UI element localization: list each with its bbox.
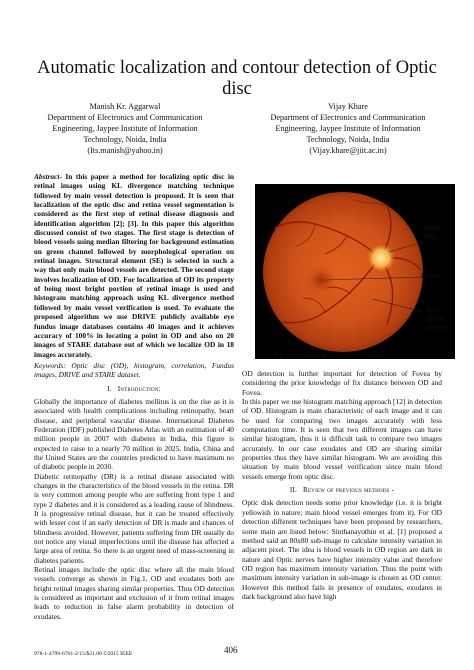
left-column bbox=[34, 172, 234, 621]
author-name: Vijay Khare bbox=[328, 102, 368, 111]
label-line: Blood bbox=[426, 316, 444, 323]
author-name: Manish Kr. Aggarwal bbox=[89, 102, 161, 111]
author-block-1 bbox=[30, 101, 220, 156]
page-number: 406 bbox=[224, 645, 238, 655]
author-email: (Vijay.khare@jiit.ac.in) bbox=[309, 146, 387, 155]
optic-disc bbox=[367, 244, 395, 272]
label-line: Main bbox=[426, 307, 442, 314]
author-dept: Department of Electronics and Communication bbox=[47, 113, 203, 122]
figure-caption: Fig. 1 Retinal image from DRIVE dataset. bbox=[274, 352, 386, 359]
author-email: (Its.manish@yahoo.in) bbox=[87, 146, 163, 155]
review-paragraph-1: Optic disk detection needs some prior knowledge (i.e. it is bright yellowish in nature; main blood vessel emerges from it). For OD detection different techniques have been proposed by researchers, some main are listed below: Sinthanayothin et al. [1] proposed a method said an 80x80 sub-image to calculate intensity variation in adjacent pixel. The idea is blood vessels in OD region are dark in nature and Optic nerves have higher intensity value and therefore OD region has maximum intensity variation. Thus the point with maximum intensity variation in sub-image is chosen as OD center. However this method fails in presence of exudates, exudates in dark background also have high bbox=[242, 498, 442, 601]
intro-paragraph-3: Retinal images include the optic disc where all the main blood vessels converge as shown in Fig.1. OD and exudates both are bright retinal images sharing similar properties. Thus OD detection is considered as important and exclusion of it from retinal images leads to reduction in false alarm probability in detection of exudates. bbox=[34, 565, 234, 621]
abstract-label: Abstract- bbox=[34, 172, 62, 181]
section-heading-review bbox=[242, 486, 442, 495]
author-block-2 bbox=[253, 101, 443, 156]
section-number: I. bbox=[107, 384, 112, 393]
author-location: Technology, Noida, India bbox=[83, 135, 167, 144]
label-line: Optic bbox=[424, 225, 441, 232]
label-line: Disc bbox=[424, 234, 438, 241]
abstract bbox=[34, 172, 234, 359]
section-title: Introduction: bbox=[117, 384, 161, 393]
footer-copyright: 978-1-4799-6761-2/15/$31.00 ©2015 IEEE bbox=[34, 651, 133, 657]
right-paragraph-1: OD detection is further important for detection of Fovea by considering the prior knowledge of fix distance between OD and Fovea. bbox=[242, 369, 442, 397]
label-main-blood-vessel bbox=[426, 306, 447, 333]
keywords: Keywords: Optic disc (OD), histogram, correlation, Fundus images, DRIVE and STARE dataset. bbox=[34, 360, 234, 380]
intro-paragraph-1: Globally the importance of diabetes mellitus is on the rise as it is associated with health complications including retinopathy, heart disease, and peripheral vascular disease. International Diabetes Federation (IDF) published Diabetes Atlas with an estimation of 40 million people in 2007 with diabetes in India, this figure is expected to raise to a nearly 70 million in 2025. India, China and the United States are the countries predicted to have maximum no of diabetic people in 2030. bbox=[34, 396, 234, 472]
retina bbox=[263, 192, 423, 352]
author-institute: Engineering, Jaypee Institute of Information bbox=[52, 124, 198, 133]
section-number: II. bbox=[289, 486, 298, 495]
label-line: Vessel bbox=[426, 325, 447, 332]
author-location: Technology, Noida, India bbox=[306, 135, 390, 144]
author-dept: Department of Electronics and Communication bbox=[270, 113, 426, 122]
label-fovea: Fovea bbox=[421, 273, 441, 280]
author-institute: Engineering, Jaypee Institute of Information bbox=[275, 124, 421, 133]
abstract-text: In this paper a method for localizing optic disc in retinal images using KL divergence matching technique followed by main vessel detection is proposed. It is seen that localization of the optic disc and retina vessel segmentation is considered as the first step of retinal disease diagnosis and identification algorithm [2]; [3]. In this paper this algorithm discussed consist of two stages. The first stage is detection of blood vessels using median filtering for background estimation on green channel followed by morphological operation on retinal images. Structural element (SE) is selected in such a way that only main blood vessels are detected. The second stage involves localization of OD. For localization of OD its property of being most bright portion of retinal image is used and histogram matching approach using KL divergence method followed by main vessel verification is used. To evaluate the proposed algorithm we use DRIVE publicly available eye fundus image databases contains 40 images and it achieves accuracy of 100% in locating a point in OD and also on 20 images of STARE database out of which we localize OD in 18 images accurately. bbox=[34, 172, 234, 359]
section-title: Review of previous methods - bbox=[303, 486, 395, 495]
section-heading-introduction bbox=[34, 385, 234, 394]
intro-paragraph-2: Diabetic retinopathy (DR) is a retinal disease associated with changes in the characteristics of the blood vessels in the retina. DR is very common among people who are suffering from type 1 and type 2 diabetes and it is considered as a leading cause of blindness. It is progressive retinal disease, but it can be treated effectively with lesser cost if an early detection of DR is made and chances of blindness avoided. However, patients suffering from DR usually do not notice any visual imperfections until the disease has affected a large area of retina. So there is an urgent need of mass-screening in diabetes patients. bbox=[34, 471, 234, 565]
right-paragraph-2: In this paper we use histogram matching approach [12] in detection of OD. Histogram is main characteristic of each image and it can be used for comparing two images accurately with less computation time. It is seen that two different images can have similar histogram, thus it is difficult task to compare two images accurately. In our case exudates and OD are sharing similar properties thus they have similar histogram. We are avoiding this situation by main blood vessel verification since main blood vessels emerge from optic disc. bbox=[242, 397, 442, 481]
retinal-figure bbox=[255, 184, 455, 359]
paper-title: Automatic localization and contour detection of Optic disc bbox=[37, 58, 437, 99]
right-column bbox=[242, 369, 442, 601]
label-optic-disc bbox=[424, 224, 440, 242]
